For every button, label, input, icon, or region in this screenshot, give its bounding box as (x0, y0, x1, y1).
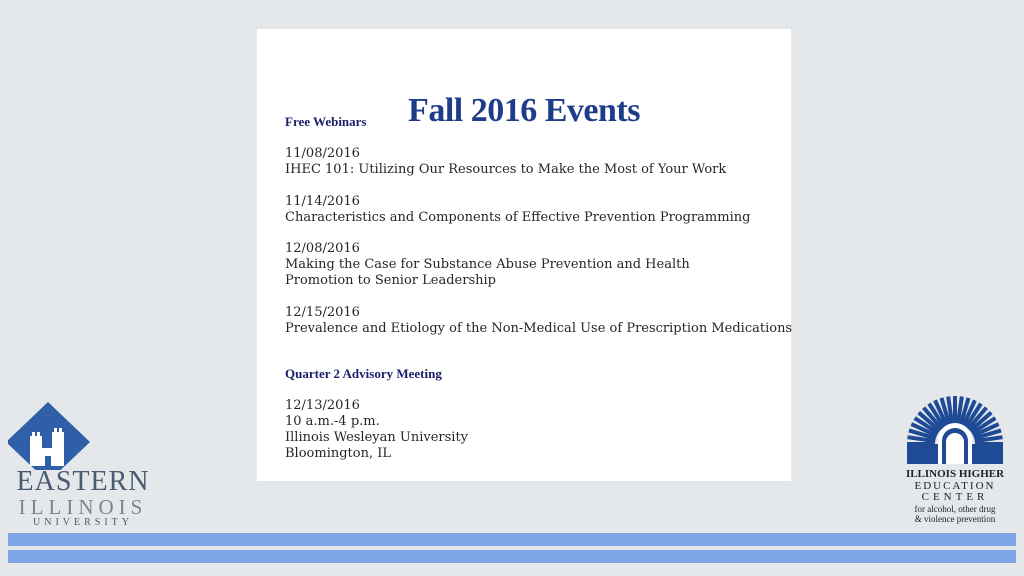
eiu-wordmark-line2: ILLINOIS (18, 495, 148, 519)
eiu-castle-icon (8, 400, 158, 470)
webinar-title: IHEC 101: Utilizing Our Resources to Make the Most of Your Work (285, 162, 727, 177)
ihec-sunburst-icon (900, 396, 1010, 466)
eiu-logo (8, 400, 158, 530)
footer-bar-top (8, 533, 1016, 546)
webinar-item (285, 194, 750, 226)
meeting-city: Bloomington, IL (285, 446, 391, 461)
eiu-wordmark-line1: EASTERN (16, 466, 150, 497)
ihec-line5: & violence prevention (914, 514, 996, 524)
slide-title: Fall 2016 Events (408, 92, 640, 129)
meeting-time: 10 a.m.-4 p.m. (285, 414, 380, 429)
webinar-date: 11/08/2016 (285, 146, 360, 161)
webinar-title: Prevalence and Etiology of the Non-Medical Use of Prescription Medications (285, 321, 793, 336)
meeting-date: 12/13/2016 (285, 398, 360, 413)
meeting-heading: Quarter 2 Advisory Meeting (285, 366, 442, 381)
webinar-title: Making the Case for Substance Abuse Prevention and Health Promotion to Senior Leadership (285, 257, 690, 288)
eiu-wordmark-line3: UNIVERSITY (33, 517, 133, 528)
webinar-date: 11/14/2016 (285, 194, 360, 209)
ihec-line3: CENTER (921, 491, 989, 503)
footer-bar-bottom (8, 550, 1016, 563)
ihec-logo (900, 396, 1010, 526)
webinar-item (285, 241, 760, 289)
meeting-venue: Illinois Wesleyan University (285, 430, 469, 445)
meeting-details (285, 398, 468, 462)
webinar-item (285, 146, 726, 178)
webinar-date: 12/08/2016 (285, 241, 360, 256)
slide-card (257, 29, 791, 481)
webinars-heading: Free Webinars (285, 114, 367, 129)
webinar-date: 12/15/2016 (285, 305, 360, 320)
ihec-line1: ILLINOIS HIGHER (905, 468, 1005, 480)
ihec-line4: for alcohol, other drug (914, 504, 996, 514)
ihec-line2: EDUCATION (914, 480, 996, 492)
webinar-item (285, 305, 792, 337)
webinar-title: Characteristics and Components of Effective Prevention Programming (285, 210, 751, 225)
